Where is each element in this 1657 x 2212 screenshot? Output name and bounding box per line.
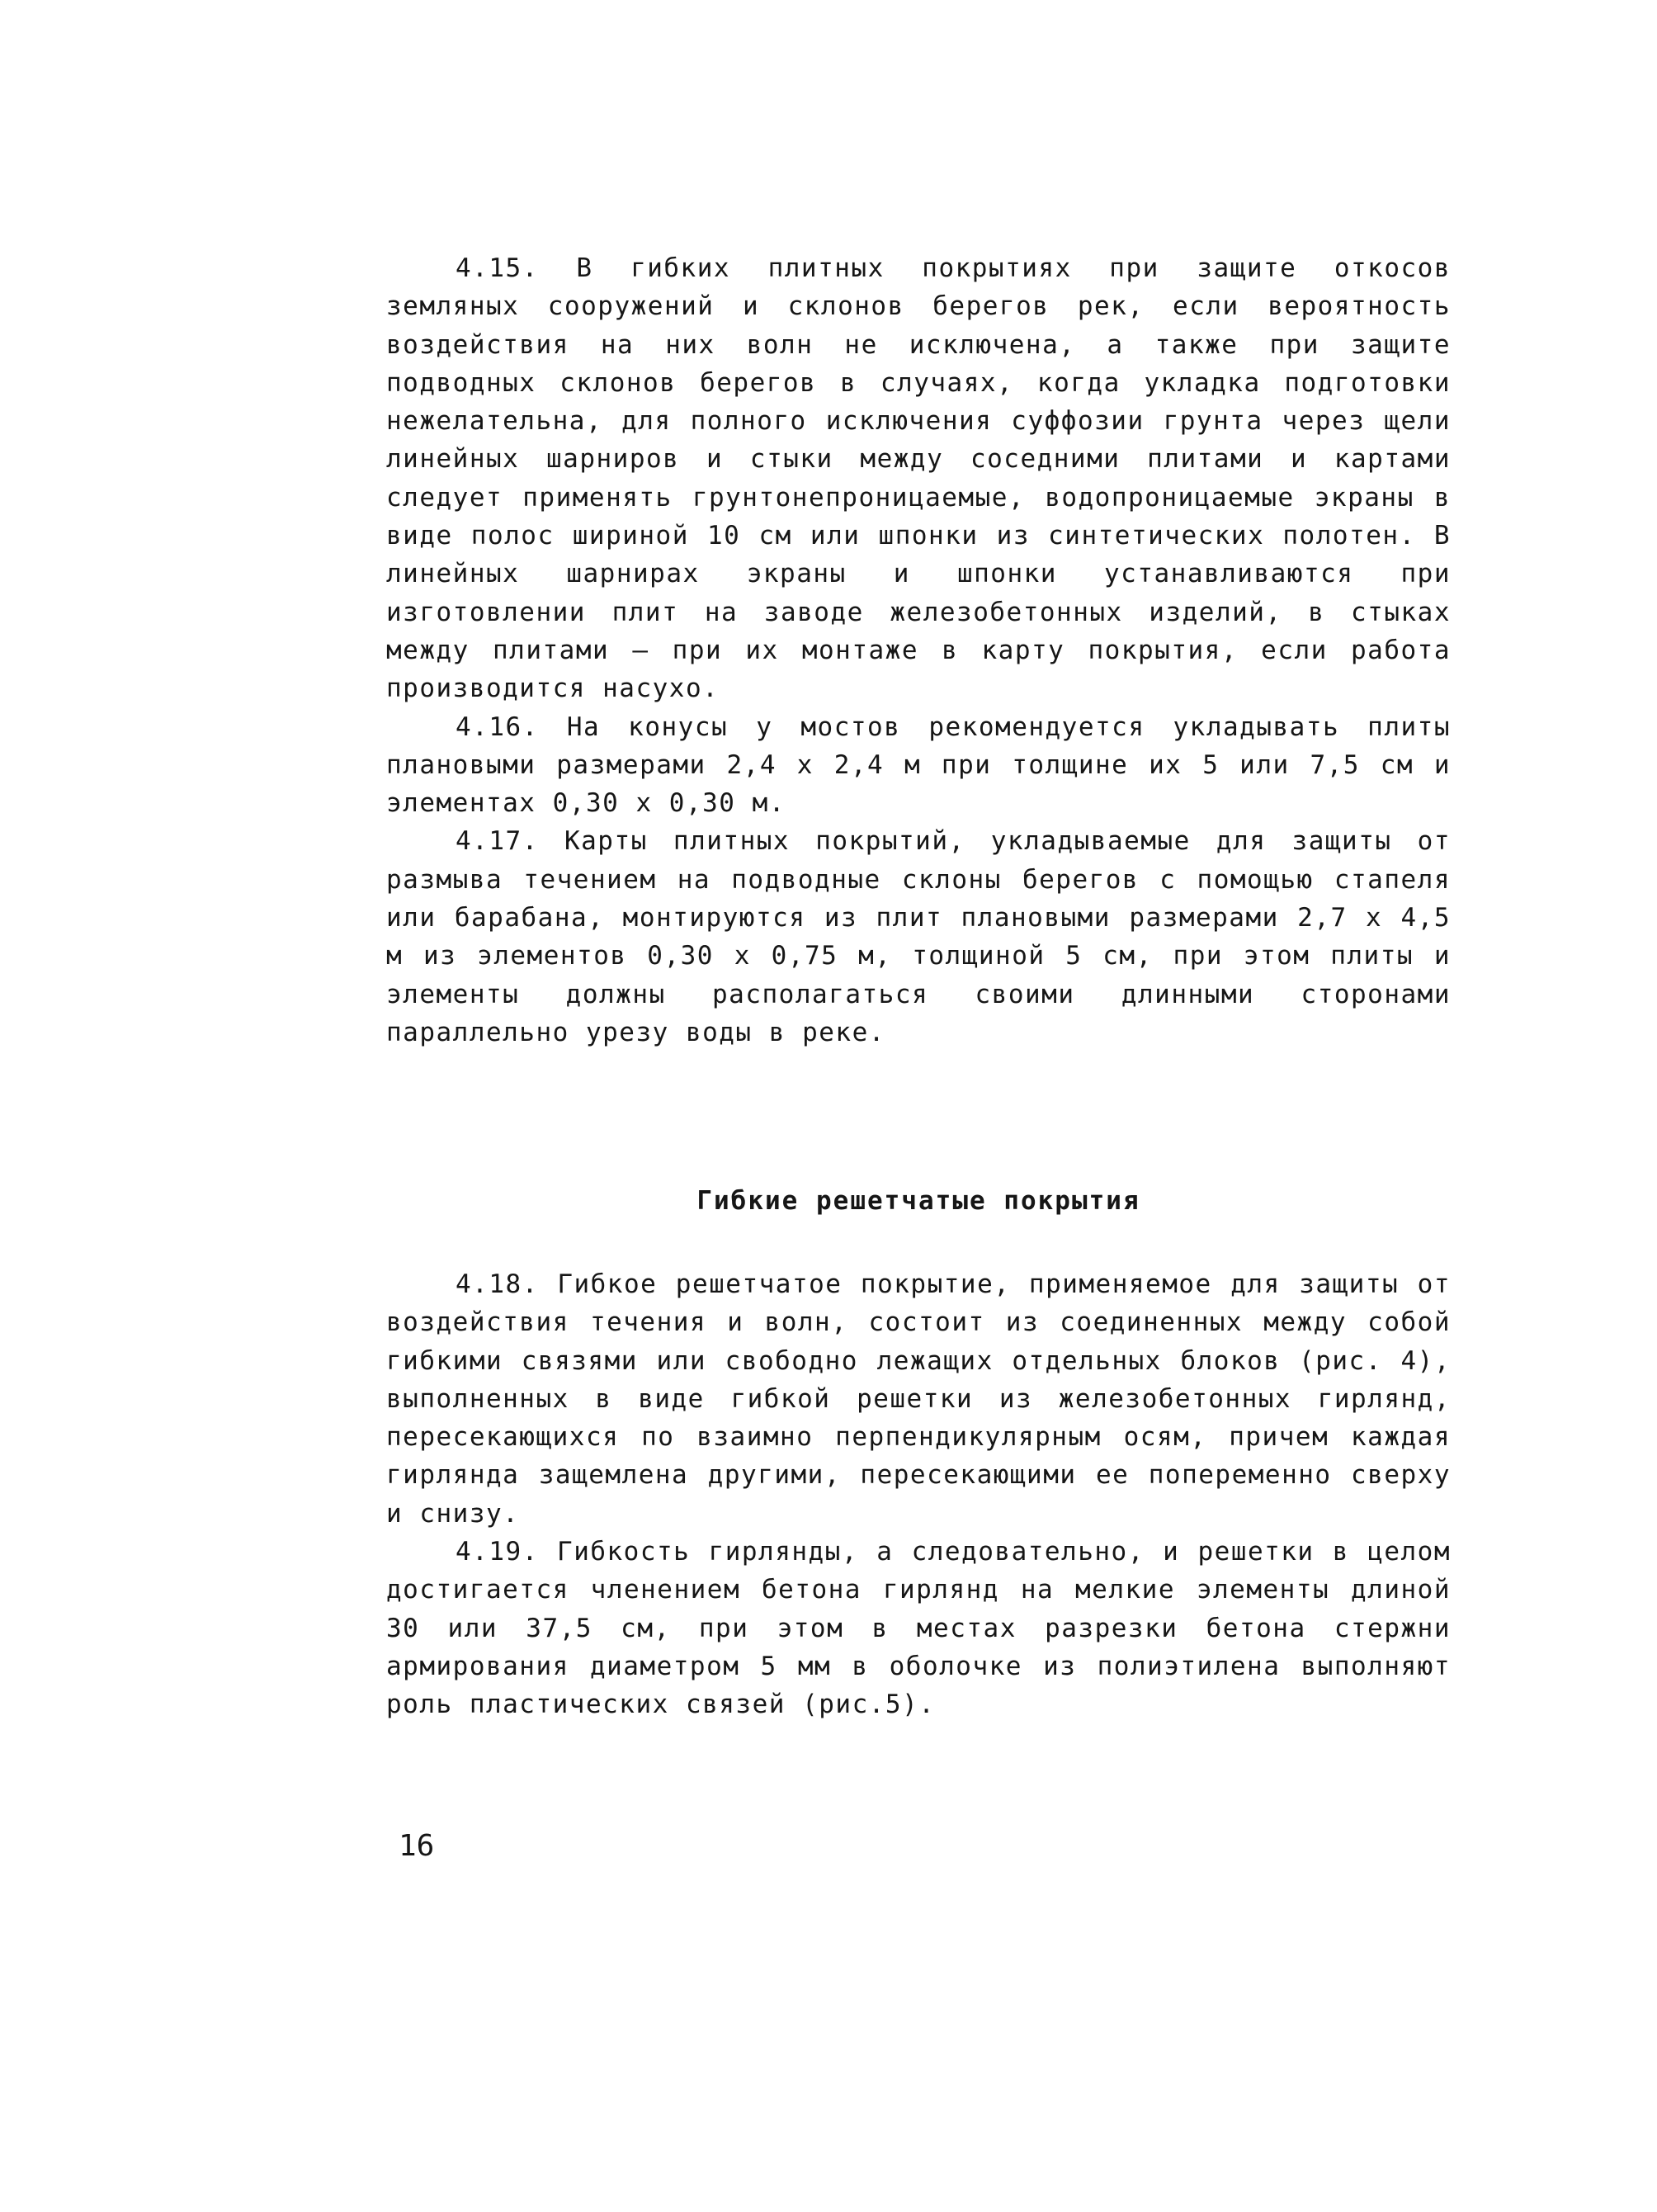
paragraph-4-18: 4.18. Гибкое решетчатое покрытие, применяемое для защиты от воздействия течения и волн, состоит из соединенных между собой гибкими связями или свободно лежащих отдельных блоков (рис. 4), выполненных в виде гибкой решетки из железобетонных гирлянд, пересекающихся по взаимно перпендикулярным осям, причем каждая гирлянда защемлена другими, пересекающими ее попеременно сверху и снизу. (386, 1269, 1451, 1529)
text-block-lower (386, 1265, 1451, 1724)
paragraph-4-16: 4.16. На конусы у мостов рекомендуется укладывать плиты плановыми размерами 2,4 х 2,4 м при толщине их 5 или 7,5 см и элементах 0,30 х 0,30 м. (386, 711, 1451, 819)
text-block-upper (386, 249, 1451, 1052)
paragraph-4-17: 4.17. Карты плитных покрытий, укладываемые для защиты от размыва течением на подводные склоны берегов с помощью стапеля или барабана, монтируются из плит плановыми размерами 2,7 х 4,5 м из элементов 0,30 х 0,75 м, толщиной 5 см, при этом плиты и элементы должны располагаться своими длинными сторонами параллельно урезу воды в реке. (386, 826, 1451, 1047)
page-number: 16 (399, 1829, 435, 1863)
section-heading: Гибкие решетчатые покрытия (696, 1186, 1140, 1216)
paragraph-4-19: 4.19. Гибкость гирлянды, а следовательно, и решетки в целом достигается членением бетона гирлянд на мелкие элементы длиной 30 или 37,5 см, при этом в местах разрезки бетона стержни армирования диаметром 5 мм в оболочке из полиэтилена выполняют роль пластических связей (рис.5). (386, 1537, 1451, 1720)
paragraph-4-15: 4.15. В гибких плитных покрытиях при защите откосов земляных сооружений и склонов берегов рек, если вероятность воздействия на них волн не исключена, а также при защите подводных склонов берегов в случаях, когда укладка подготовки нежелательна, для полного исключения суффозии грунта через щели линейных шарниров и стыки между соседними плитами и картами следует применять грунтонепроницаемые, водопроницаемые экраны в виде полос шириной 10 см или шпонки из синтетических полотен. В линейных шарнирах экраны и шпонки устанавливаются при изготовлении плит на заводе железобетонных изделий, в стыках между плитами – при их монтаже в карту покрытия, если работа производится насухо. (386, 253, 1451, 704)
